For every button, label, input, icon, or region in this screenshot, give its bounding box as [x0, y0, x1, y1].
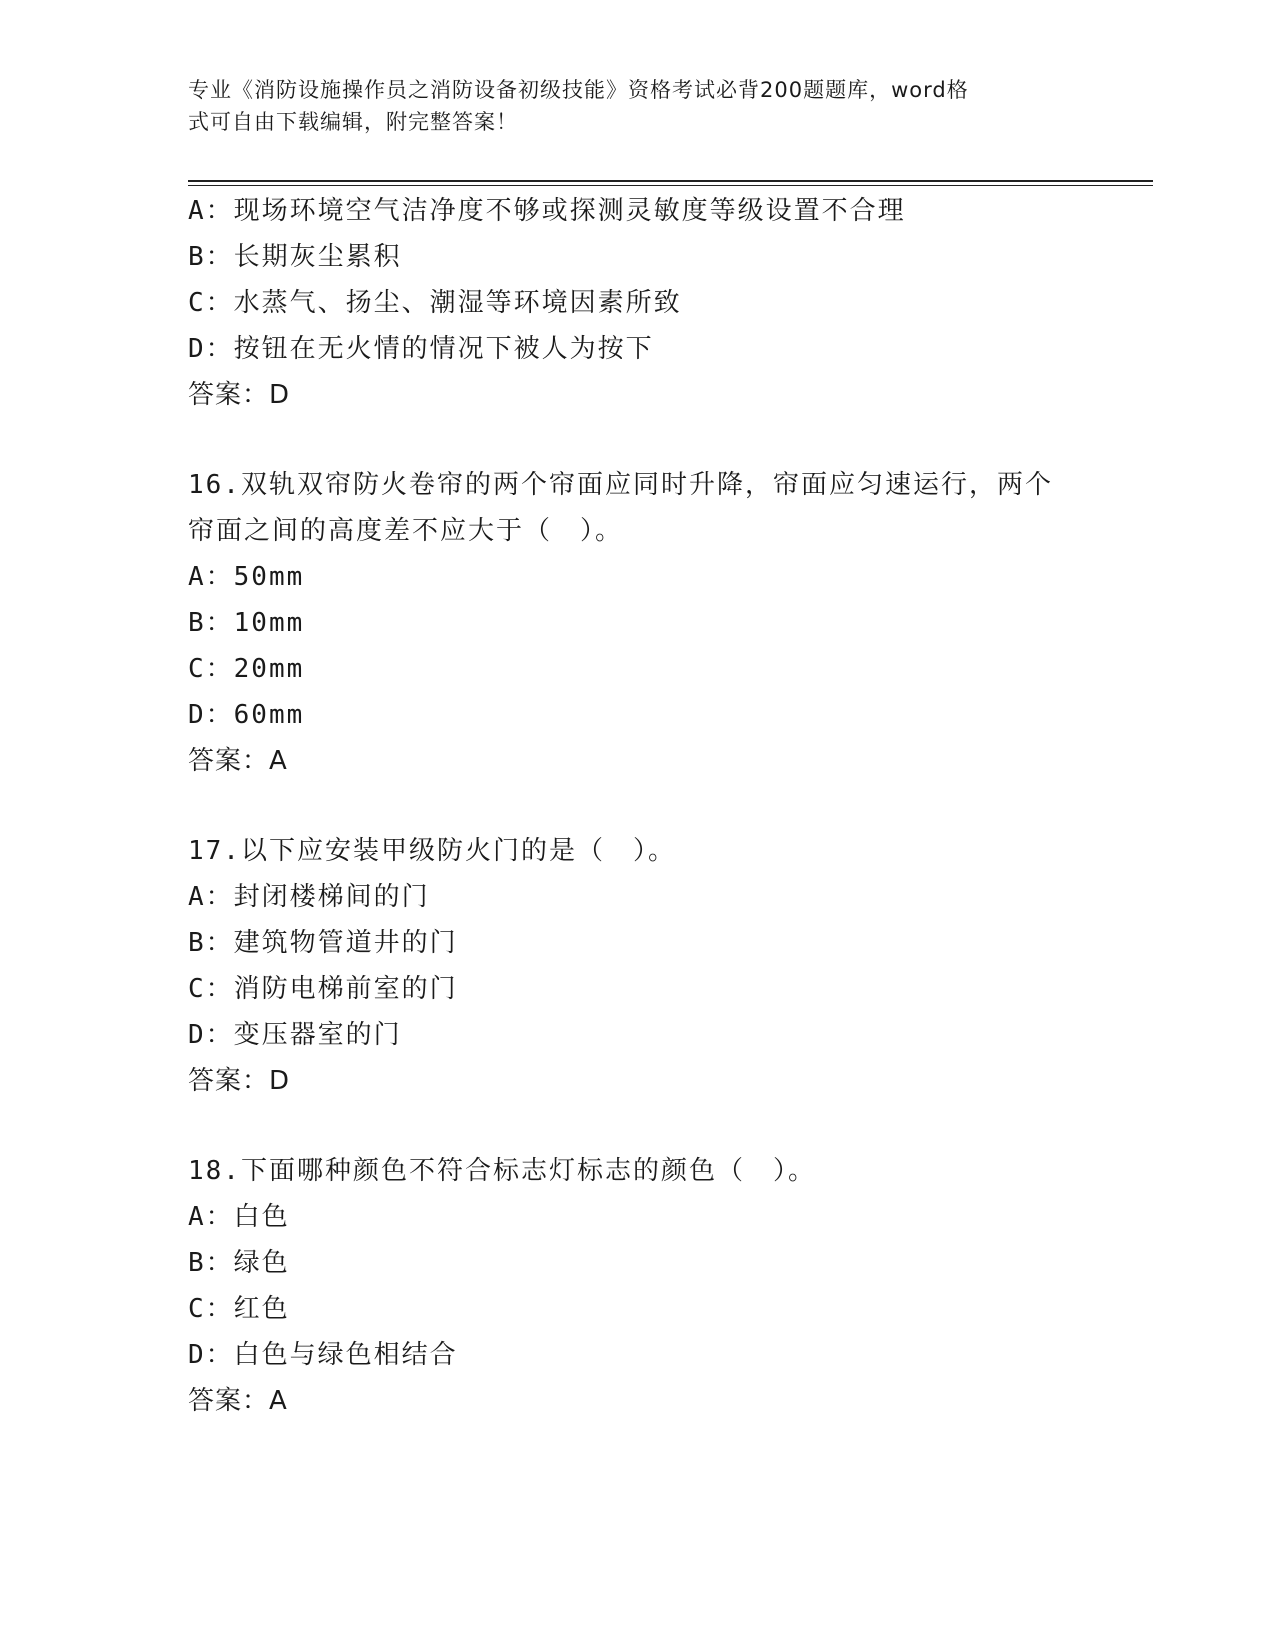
spacer — [188, 418, 1153, 462]
question-stem: 18.下面哪种颜色不符合标志灯标志的颜色（ ）。 — [188, 1156, 816, 1186]
option-d: D：白色与绿色相结合 — [188, 1340, 458, 1370]
answer-label: 答案：A — [188, 1386, 288, 1416]
question-18 — [188, 1148, 1153, 1424]
option-b: B：建筑物管道井的门 — [188, 928, 458, 958]
option-c: C：红色 — [188, 1294, 290, 1324]
option-d: D：60mm — [188, 700, 305, 730]
header-divider-thick — [188, 180, 1153, 182]
answer-label: 答案：D — [188, 380, 291, 410]
question-stem-line-1: 16.双轨双帘防火卷帘的两个帘面应同时升降，帘面应匀速运行，两个 — [188, 470, 1053, 500]
option-a: A：现场环境空气洁净度不够或探测灵敏度等级设置不合理 — [188, 196, 906, 226]
spacer — [188, 784, 1153, 828]
question-list — [188, 188, 1153, 1424]
document-header — [188, 74, 1088, 138]
option-a: A：50mm — [188, 562, 305, 592]
option-a: A：封闭楼梯间的门 — [188, 882, 430, 912]
spacer — [188, 1104, 1153, 1148]
question-stem-line-2: 帘面之间的高度差不应大于（ ）。 — [188, 516, 624, 546]
header-line-2: 式可自由下载编辑，附完整答案！ — [188, 110, 518, 134]
header-divider-thin — [188, 185, 1153, 186]
question-15 — [188, 188, 1153, 418]
option-c: C：20mm — [188, 654, 305, 684]
option-c: C：水蒸气、扬尘、潮湿等环境因素所致 — [188, 288, 682, 318]
option-a: A：白色 — [188, 1202, 290, 1232]
header-line-1: 专业《消防设施操作员之消防设备初级技能》资格考试必背200题题库，word格 — [188, 78, 969, 102]
option-d: D：按钮在无火情的情况下被人为按下 — [188, 334, 654, 364]
question-17 — [188, 828, 1153, 1104]
question-16 — [188, 462, 1153, 784]
option-b: B：绿色 — [188, 1248, 290, 1278]
option-b: B：长期灰尘累积 — [188, 242, 402, 272]
option-d: D：变压器室的门 — [188, 1020, 402, 1050]
question-stem: 17.以下应安装甲级防火门的是（ ）。 — [188, 836, 676, 866]
answer-label: 答案：D — [188, 1066, 291, 1096]
option-c: C：消防电梯前室的门 — [188, 974, 458, 1004]
option-b: B：10mm — [188, 608, 305, 638]
answer-label: 答案：A — [188, 746, 288, 776]
